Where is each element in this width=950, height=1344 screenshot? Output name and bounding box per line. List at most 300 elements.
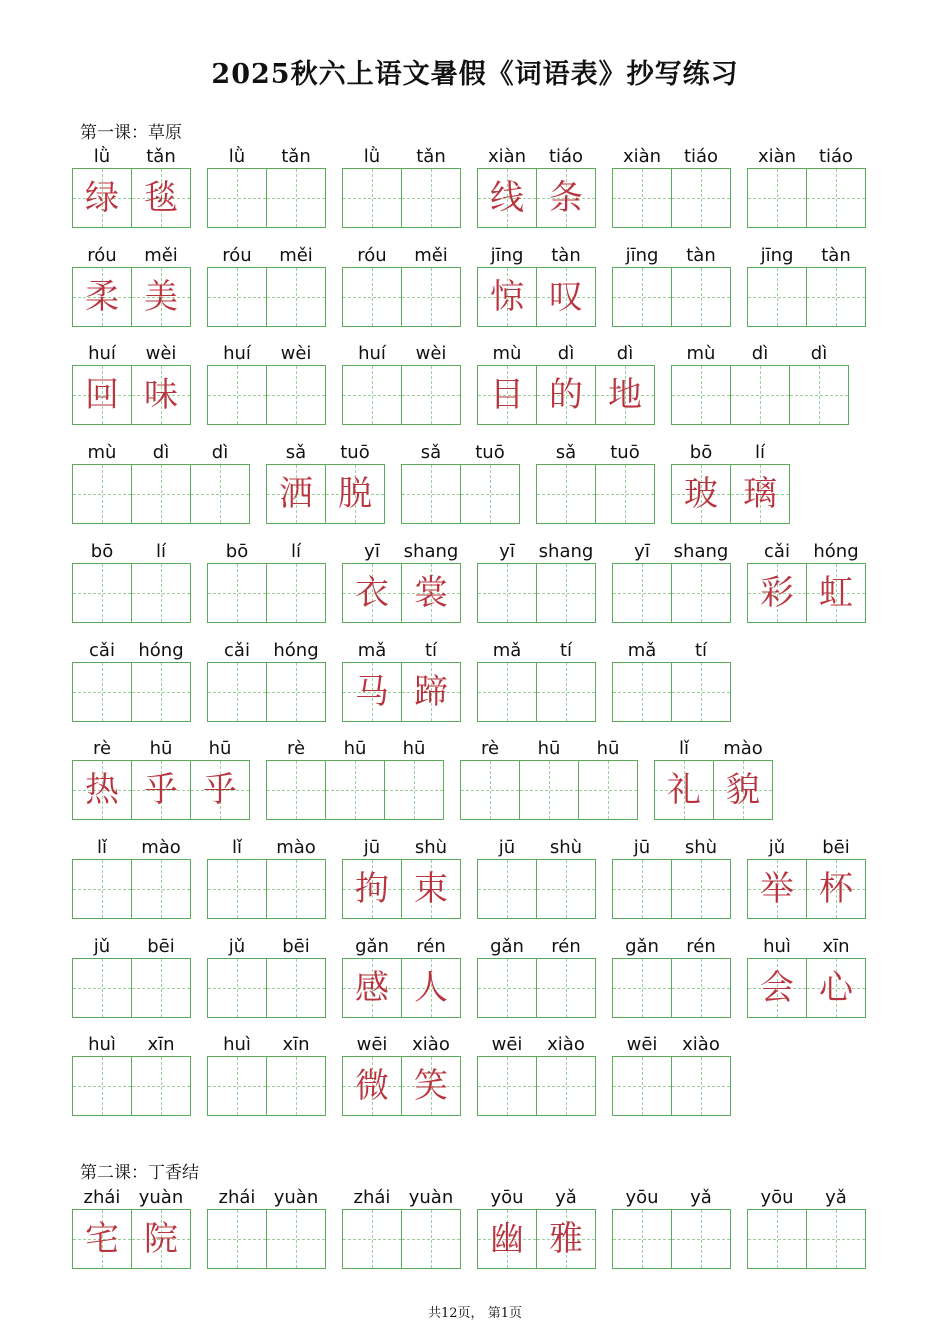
pinyin-label: hū <box>596 738 620 759</box>
pinyin-label: rén <box>416 936 446 957</box>
pinyin-label: hū <box>208 738 232 759</box>
tian-zi-cell-blank[interactable] <box>671 662 731 722</box>
tian-zi-cell-filled <box>401 563 461 623</box>
pinyin-label: xiào <box>412 1034 450 1055</box>
tian-zi-cell-filled <box>536 267 596 327</box>
tian-zi-cell-blank[interactable] <box>131 859 191 919</box>
pinyin-label: cǎi <box>89 640 115 661</box>
hanzi-character: 美 <box>144 277 178 317</box>
pinyin-label: bēi <box>822 837 850 858</box>
tian-zi-cell-filled <box>342 1056 402 1116</box>
hanzi-character <box>613 268 671 326</box>
tian-zi-cell-blank[interactable] <box>460 760 520 820</box>
hanzi-character <box>326 761 384 819</box>
hanzi-character: 的 <box>549 375 583 415</box>
hanzi-character <box>132 663 190 721</box>
tian-zi-cell-blank[interactable] <box>72 859 132 919</box>
hanzi-character: 杯 <box>819 869 853 909</box>
pinyin-label: yī <box>499 541 515 562</box>
pinyin-label: xiàn <box>622 146 662 167</box>
hanzi-character <box>731 366 789 424</box>
hanzi-character: 心 <box>819 968 853 1008</box>
tian-zi-cell-blank[interactable] <box>612 1209 672 1269</box>
tian-zi-cell-filled <box>131 1209 191 1269</box>
tian-zi-cell-blank[interactable] <box>536 1056 596 1116</box>
hanzi-character <box>402 268 460 326</box>
tian-zi-cell-blank[interactable] <box>477 859 537 919</box>
pinyin-label: tí <box>694 640 708 661</box>
pinyin-label: rén <box>551 936 581 957</box>
hanzi-character <box>478 564 536 622</box>
tian-zi-cell-blank[interactable] <box>612 1056 672 1116</box>
tian-zi-cell-blank[interactable] <box>671 1056 731 1116</box>
tian-zi-cell-blank[interactable] <box>671 168 731 228</box>
pinyin-label: tàn <box>821 245 851 266</box>
pinyin-label: měi <box>144 245 178 266</box>
pinyin-label: měi <box>279 245 313 266</box>
hanzi-character: 马 <box>355 672 389 712</box>
hanzi-character <box>402 366 460 424</box>
pinyin-label: sǎ <box>420 442 442 463</box>
hanzi-character <box>672 959 730 1017</box>
hanzi-character <box>132 564 190 622</box>
tian-zi-cell-blank[interactable] <box>612 958 672 1018</box>
tian-zi-cell-blank[interactable] <box>536 859 596 919</box>
pinyin-label: jīng <box>625 245 659 266</box>
hanzi-character <box>73 860 131 918</box>
hanzi-character <box>208 1210 266 1268</box>
hanzi-character <box>613 1210 671 1268</box>
page-footer: 共12页， 第1页 <box>428 1306 522 1321</box>
pinyin-label: mǎ <box>627 640 657 661</box>
tian-zi-cell-blank[interactable] <box>536 958 596 1018</box>
tian-zi-cell-blank[interactable] <box>207 563 267 623</box>
tian-zi-cell-blank[interactable] <box>266 859 326 919</box>
tian-zi-cell-blank[interactable] <box>207 1209 267 1269</box>
hanzi-character: 裳 <box>414 573 448 613</box>
tian-zi-cell-blank[interactable] <box>266 563 326 623</box>
hanzi-character <box>748 268 806 326</box>
hanzi-character: 宅 <box>85 1219 119 1259</box>
hanzi-character: 绿 <box>85 178 119 218</box>
word-row <box>0 1034 950 1130</box>
tian-zi-cell-filled <box>342 958 402 1018</box>
tian-zi-cell-blank[interactable] <box>747 267 807 327</box>
pinyin-label: lí <box>290 541 301 562</box>
tian-zi-cell-blank[interactable] <box>207 662 267 722</box>
tian-zi-cell-blank[interactable] <box>747 168 807 228</box>
tian-zi-cell-blank[interactable] <box>401 1209 461 1269</box>
tian-zi-cell-blank[interactable] <box>789 365 849 425</box>
hanzi-character <box>478 663 536 721</box>
hanzi-character <box>132 959 190 1017</box>
tian-zi-cell-filled <box>342 859 402 919</box>
tian-zi-cell-blank[interactable] <box>595 464 655 524</box>
tian-zi-cell-blank[interactable] <box>477 662 537 722</box>
hanzi-character: 拘 <box>355 869 389 909</box>
hanzi-character <box>208 663 266 721</box>
hanzi-character <box>613 959 671 1017</box>
pinyin-label: xīn <box>147 1034 175 1055</box>
word-row <box>0 837 950 933</box>
word-row <box>0 245 950 341</box>
hanzi-character: 蹄 <box>414 672 448 712</box>
tian-zi-cell-blank[interactable] <box>207 958 267 1018</box>
pinyin-label: tuō <box>475 442 505 463</box>
hanzi-character <box>672 268 730 326</box>
word-row <box>0 1187 950 1283</box>
tian-zi-cell-blank[interactable] <box>477 958 537 1018</box>
tian-zi-cell-blank[interactable] <box>266 168 326 228</box>
hanzi-character <box>672 169 730 227</box>
pinyin-label: wèi <box>280 343 312 364</box>
tian-zi-cell-filled <box>595 365 655 425</box>
tian-zi-cell-blank[interactable] <box>342 1209 402 1269</box>
tian-zi-cell-filled <box>806 958 866 1018</box>
hanzi-character <box>267 366 325 424</box>
tian-zi-cell-blank[interactable] <box>72 1056 132 1116</box>
tian-zi-cell-blank[interactable] <box>266 760 326 820</box>
tian-zi-cell-blank[interactable] <box>477 1056 537 1116</box>
hanzi-character <box>537 959 595 1017</box>
pinyin-label: jū <box>498 837 516 858</box>
hanzi-character <box>613 663 671 721</box>
tian-zi-cell-blank[interactable] <box>806 1209 866 1269</box>
hanzi-character <box>613 169 671 227</box>
tian-zi-cell-blank[interactable] <box>266 1209 326 1269</box>
hanzi-character <box>267 564 325 622</box>
hanzi-character <box>807 1210 865 1268</box>
pinyin-label: huì <box>88 1034 116 1055</box>
tian-zi-cell-blank[interactable] <box>131 958 191 1018</box>
tian-zi-cell-blank[interactable] <box>671 365 731 425</box>
pinyin-label: mǎ <box>357 640 387 661</box>
word-row <box>0 442 950 538</box>
tian-zi-cell-filled <box>190 760 250 820</box>
hanzi-character <box>520 761 578 819</box>
tian-zi-cell-blank[interactable] <box>72 563 132 623</box>
hanzi-character: 乎 <box>203 770 237 810</box>
hanzi-character: 味 <box>144 375 178 415</box>
hanzi-character <box>267 169 325 227</box>
hanzi-character <box>208 366 266 424</box>
tian-zi-cell-blank[interactable] <box>671 1209 731 1269</box>
tian-zi-cell-blank[interactable] <box>536 464 596 524</box>
word-row <box>0 936 950 1032</box>
tian-zi-cell-blank[interactable] <box>72 464 132 524</box>
hanzi-character <box>191 465 249 523</box>
pinyin-label: xīn <box>822 936 850 957</box>
tian-zi-cell-blank[interactable] <box>612 662 672 722</box>
tian-zi-cell-blank[interactable] <box>266 958 326 1018</box>
hanzi-character: 幽 <box>490 1219 524 1259</box>
pinyin-label: lí <box>155 541 166 562</box>
hanzi-character <box>672 366 730 424</box>
hanzi-character <box>343 268 401 326</box>
hanzi-character: 条 <box>549 178 583 218</box>
tian-zi-cell-blank[interactable] <box>207 365 267 425</box>
tian-zi-cell-blank[interactable] <box>131 464 191 524</box>
hanzi-character <box>537 860 595 918</box>
tian-zi-cell-blank[interactable] <box>131 563 191 623</box>
tian-zi-cell-blank[interactable] <box>342 365 402 425</box>
hanzi-character <box>267 1057 325 1115</box>
hanzi-character <box>402 1210 460 1268</box>
pinyin-label: tàn <box>551 245 581 266</box>
hanzi-character <box>267 663 325 721</box>
hanzi-character <box>402 465 460 523</box>
tian-zi-cell-blank[interactable] <box>730 365 790 425</box>
tian-zi-cell-blank[interactable] <box>519 760 579 820</box>
tian-zi-cell-blank[interactable] <box>671 958 731 1018</box>
hanzi-character <box>208 860 266 918</box>
pinyin-label: shù <box>414 837 448 858</box>
hanzi-character: 束 <box>414 869 448 909</box>
hanzi-character <box>579 761 637 819</box>
hanzi-character: 会 <box>760 968 794 1008</box>
hanzi-character: 貌 <box>726 770 760 810</box>
pinyin-label: hóng <box>273 640 319 661</box>
tian-zi-cell-filled <box>72 168 132 228</box>
hanzi-character <box>267 761 325 819</box>
tian-zi-cell-blank[interactable] <box>612 859 672 919</box>
tian-zi-cell-filled <box>401 958 461 1018</box>
hanzi-character <box>478 1057 536 1115</box>
hanzi-character <box>267 860 325 918</box>
pinyin-label: tiáo <box>548 146 584 167</box>
pinyin-label: róu <box>357 245 387 266</box>
tian-zi-cell-blank[interactable] <box>266 267 326 327</box>
hanzi-character <box>343 366 401 424</box>
tian-zi-cell-blank[interactable] <box>266 365 326 425</box>
hanzi-character <box>73 959 131 1017</box>
page-title: 2025秋六上语文暑假《词语表》抄写练习 <box>211 59 739 90</box>
hanzi-character: 目 <box>490 375 524 415</box>
pinyin-label: yōu <box>490 1187 524 1208</box>
pinyin-label: huí <box>223 343 251 364</box>
pinyin-label: wēi <box>356 1034 388 1055</box>
tian-zi-cell-blank[interactable] <box>72 958 132 1018</box>
tian-zi-cell-filled <box>536 365 596 425</box>
tian-zi-cell-blank[interactable] <box>671 563 731 623</box>
tian-zi-cell-blank[interactable] <box>342 168 402 228</box>
pinyin-label: jǔ <box>228 936 246 957</box>
tian-zi-cell-blank[interactable] <box>266 662 326 722</box>
tian-zi-cell-blank[interactable] <box>207 168 267 228</box>
hanzi-character: 惊 <box>490 277 524 317</box>
pinyin-label: yuàn <box>273 1187 319 1208</box>
pinyin-label: sǎ <box>555 442 577 463</box>
pinyin-label: tǎn <box>416 146 446 167</box>
pinyin-label: mào <box>276 837 316 858</box>
hanzi-character: 回 <box>85 375 119 415</box>
pinyin-label: hū <box>537 738 561 759</box>
tian-zi-cell-blank[interactable] <box>578 760 638 820</box>
pinyin-label: jīng <box>760 245 794 266</box>
pinyin-label: rè <box>480 738 500 759</box>
word-row <box>0 541 950 637</box>
pinyin-label: mǎ <box>492 640 522 661</box>
pinyin-label: wèi <box>415 343 447 364</box>
pinyin-label: dì <box>211 442 229 463</box>
hanzi-character <box>73 1057 131 1115</box>
hanzi-character: 衣 <box>355 573 389 613</box>
hanzi-character: 微 <box>355 1066 389 1106</box>
tian-zi-cell-blank[interactable] <box>477 563 537 623</box>
tian-zi-cell-filled <box>477 365 537 425</box>
hanzi-character <box>537 1057 595 1115</box>
tian-zi-cell-blank[interactable] <box>747 1209 807 1269</box>
hanzi-character <box>461 465 519 523</box>
tian-zi-cell-blank[interactable] <box>207 267 267 327</box>
hanzi-character <box>537 564 595 622</box>
pinyin-label: hū <box>402 738 426 759</box>
hanzi-character <box>807 169 865 227</box>
pinyin-label: mào <box>141 837 181 858</box>
tian-zi-cell-blank[interactable] <box>612 563 672 623</box>
pinyin-label: hū <box>343 738 367 759</box>
pinyin-label: rè <box>286 738 306 759</box>
hanzi-character <box>267 268 325 326</box>
hanzi-character: 雅 <box>549 1219 583 1259</box>
pinyin-label: mù <box>492 343 522 364</box>
tian-zi-cell-blank[interactable] <box>806 168 866 228</box>
pinyin-label: jū <box>633 837 651 858</box>
tian-zi-cell-blank[interactable] <box>384 760 444 820</box>
tian-zi-cell-blank[interactable] <box>131 662 191 722</box>
word-row <box>0 738 950 834</box>
hanzi-character <box>790 366 848 424</box>
pinyin-label: lí <box>754 442 765 463</box>
pinyin-label: mù <box>87 442 117 463</box>
tian-zi-cell-filled <box>325 464 385 524</box>
tian-zi-cell-filled <box>477 267 537 327</box>
pinyin-label: lǜ <box>93 146 111 167</box>
pinyin-label: lǐ <box>96 837 107 858</box>
tian-zi-cell-filled <box>806 859 866 919</box>
tian-zi-cell-blank[interactable] <box>190 464 250 524</box>
tian-zi-cell-filled <box>747 859 807 919</box>
tian-zi-cell-blank[interactable] <box>671 267 731 327</box>
tian-zi-cell-blank[interactable] <box>460 464 520 524</box>
pinyin-label: tǎn <box>281 146 311 167</box>
pinyin-label: cǎi <box>224 640 250 661</box>
pinyin-label: jū <box>363 837 381 858</box>
pinyin-label: bō <box>225 541 249 562</box>
hanzi-character <box>73 663 131 721</box>
pinyin-label: yuàn <box>408 1187 454 1208</box>
hanzi-character: 虹 <box>819 573 853 613</box>
hanzi-character <box>267 959 325 1017</box>
tian-zi-cell-filled <box>671 464 731 524</box>
pinyin-label: shang <box>673 541 729 562</box>
pinyin-label: bō <box>90 541 114 562</box>
tian-zi-cell-blank[interactable] <box>401 365 461 425</box>
hanzi-character <box>537 663 595 721</box>
pinyin-label: tǎn <box>146 146 176 167</box>
pinyin-label: lǐ <box>231 837 242 858</box>
pinyin-label: bēi <box>282 936 310 957</box>
pinyin-label: gǎn <box>490 936 524 957</box>
pinyin-label: huì <box>223 1034 251 1055</box>
pinyin-label: bēi <box>147 936 175 957</box>
hanzi-character <box>461 761 519 819</box>
pinyin-label: tí <box>424 640 438 661</box>
pinyin-label: tiáo <box>818 146 854 167</box>
tian-zi-cell-filled <box>477 168 537 228</box>
hanzi-character <box>343 1210 401 1268</box>
hanzi-character <box>613 1057 671 1115</box>
pinyin-label: yǎ <box>555 1187 577 1208</box>
tian-zi-cell-filled <box>342 662 402 722</box>
tian-zi-cell-blank[interactable] <box>401 168 461 228</box>
pinyin-label: zhái <box>83 1187 121 1208</box>
pinyin-label: měi <box>414 245 448 266</box>
pinyin-label: tuō <box>340 442 370 463</box>
pinyin-label: gǎn <box>355 936 389 957</box>
tian-zi-cell-blank[interactable] <box>325 760 385 820</box>
pinyin-label: lǐ <box>678 738 689 759</box>
hanzi-character: 热 <box>85 770 119 810</box>
pinyin-label: tàn <box>686 245 716 266</box>
hanzi-character <box>672 1210 730 1268</box>
tian-zi-cell-blank[interactable] <box>536 563 596 623</box>
hanzi-character <box>132 465 190 523</box>
pinyin-label: rén <box>686 936 716 957</box>
pinyin-label: tiáo <box>683 146 719 167</box>
pinyin-label: xiàn <box>757 146 797 167</box>
hanzi-character <box>672 663 730 721</box>
tian-zi-cell-filled <box>72 1209 132 1269</box>
tian-zi-cell-blank[interactable] <box>806 267 866 327</box>
tian-zi-cell-blank[interactable] <box>207 1056 267 1116</box>
pinyin-label: hū <box>149 738 173 759</box>
hanzi-character <box>672 1057 730 1115</box>
pinyin-label: yōu <box>625 1187 659 1208</box>
tian-zi-cell-blank[interactable] <box>131 1056 191 1116</box>
tian-zi-cell-blank[interactable] <box>612 267 672 327</box>
hanzi-character <box>402 169 460 227</box>
hanzi-character: 毯 <box>144 178 178 218</box>
pinyin-label: mù <box>686 343 716 364</box>
tian-zi-cell-filled <box>72 365 132 425</box>
tian-zi-cell-filled <box>536 1209 596 1269</box>
tian-zi-cell-blank[interactable] <box>401 464 461 524</box>
hanzi-character <box>537 465 595 523</box>
tian-zi-cell-blank[interactable] <box>671 859 731 919</box>
hanzi-character: 彩 <box>760 573 794 613</box>
tian-zi-cell-blank[interactable] <box>612 168 672 228</box>
hanzi-character: 洒 <box>279 474 313 514</box>
tian-zi-cell-blank[interactable] <box>207 859 267 919</box>
word-row <box>0 343 950 439</box>
pinyin-label: shang <box>403 541 459 562</box>
hanzi-character <box>748 1210 806 1268</box>
tian-zi-cell-blank[interactable] <box>536 662 596 722</box>
pinyin-label: zhái <box>218 1187 256 1208</box>
tian-zi-cell-filled <box>342 563 402 623</box>
tian-zi-cell-blank[interactable] <box>266 1056 326 1116</box>
pinyin-label: dì <box>557 343 575 364</box>
tian-zi-cell-filled <box>747 958 807 1018</box>
pinyin-label: shù <box>549 837 583 858</box>
tian-zi-cell-blank[interactable] <box>342 267 402 327</box>
pinyin-label: xiào <box>547 1034 585 1055</box>
hanzi-character <box>343 169 401 227</box>
pinyin-label: hóng <box>813 541 859 562</box>
tian-zi-cell-blank[interactable] <box>401 267 461 327</box>
tian-zi-cell-blank[interactable] <box>72 662 132 722</box>
